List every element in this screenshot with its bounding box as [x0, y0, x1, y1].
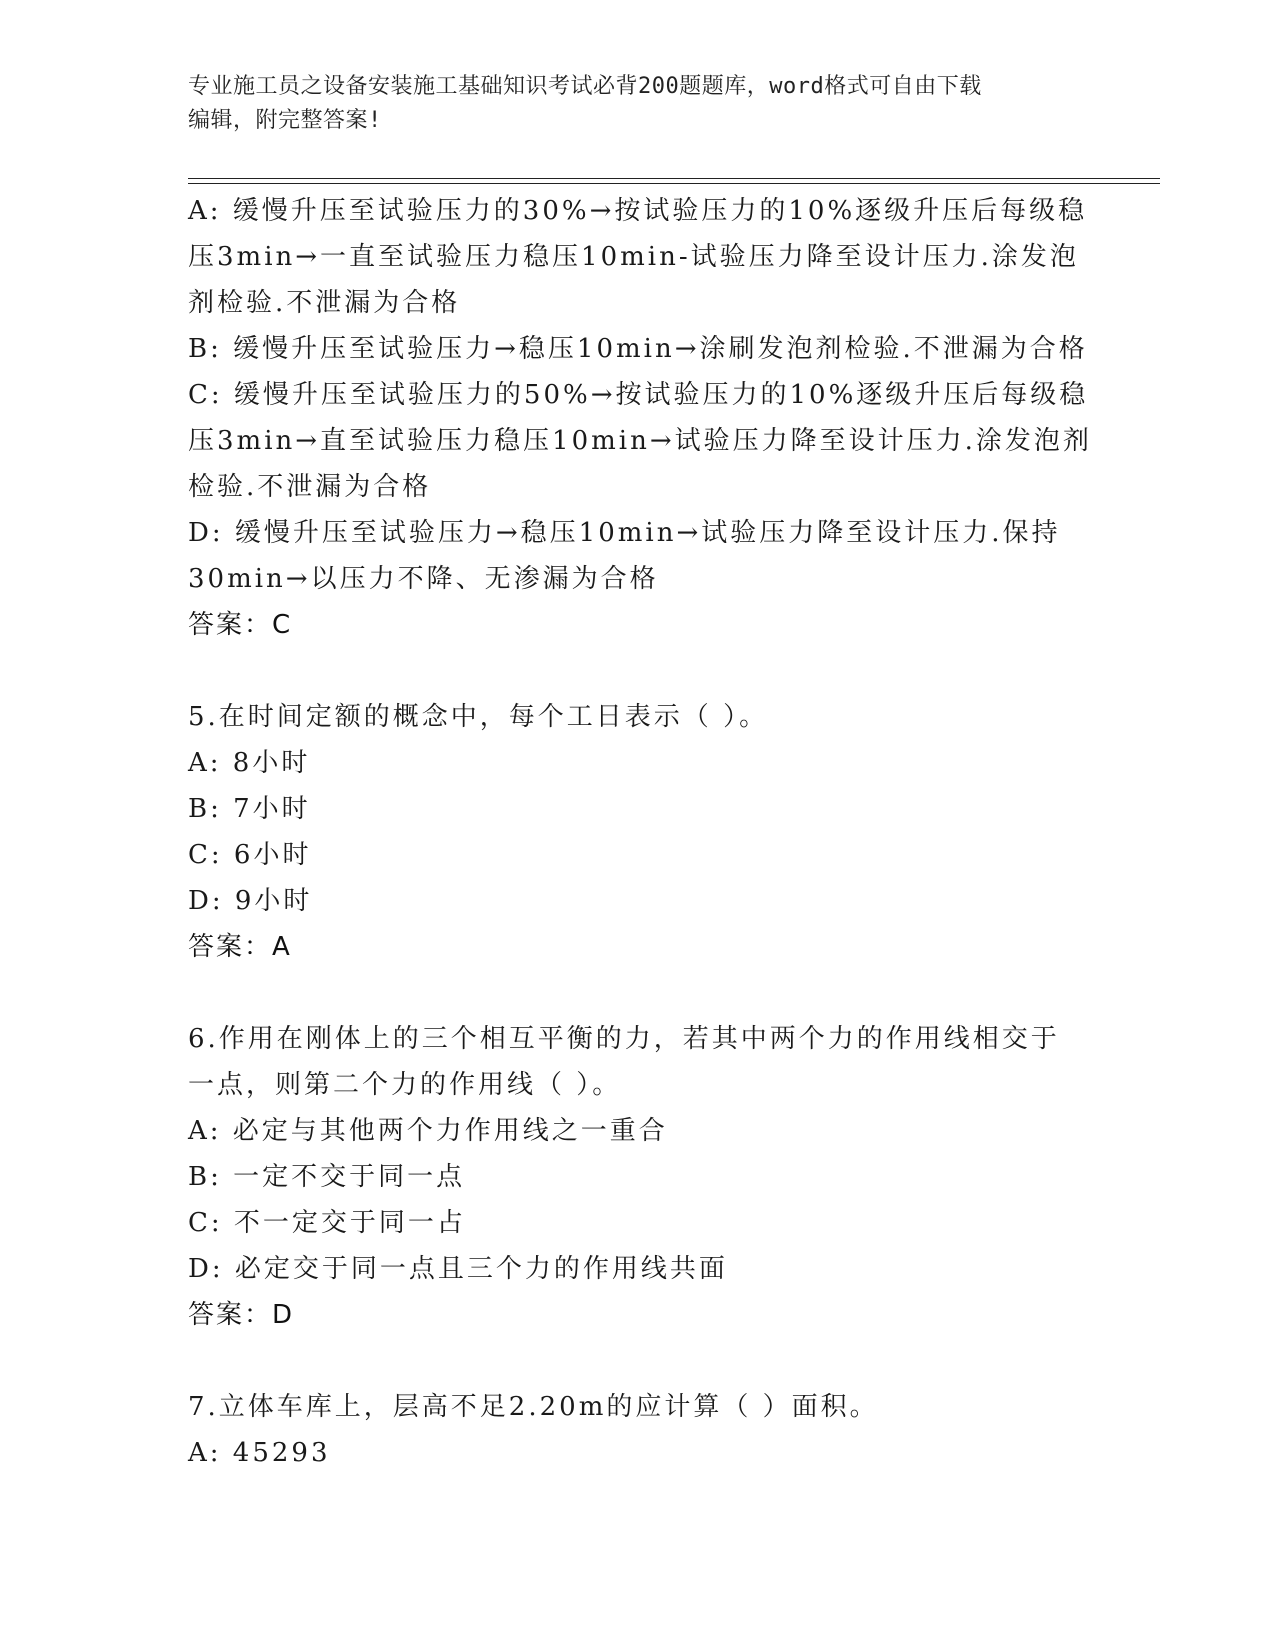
option-b-line: B: 一定不交于同一点 — [188, 1162, 466, 1192]
header-line-1: 专业施工员之设备安装施工基础知识考试必背200题题库，word格式可自由下载 — [188, 74, 982, 99]
option-c-line: C: 6小时 — [188, 840, 312, 870]
option-b-line: B: 7小时 — [188, 794, 311, 824]
document-header — [188, 70, 1088, 138]
answer-line: 答案：A — [188, 932, 292, 962]
spacer — [188, 970, 1088, 1016]
option-d-line: 30min→以压力不降、无渗漏为合格 — [188, 564, 659, 594]
option-c-line: C: 缓慢升压至试验压力的50%→按试验压力的10%逐级升压后每级稳 — [188, 380, 1089, 410]
spacer — [188, 1338, 1088, 1384]
option-a-line: A: 45293 — [188, 1438, 331, 1468]
option-a-line: A: 必定与其他两个力作用线之一重合 — [188, 1116, 668, 1146]
option-a-line: A: 缓慢升压至试验压力的30%→按试验压力的10%逐级升压后每级稳 — [188, 196, 1088, 226]
question-text: 6.作用在刚体上的三个相互平衡的力，若其中两个力的作用线相交于 — [188, 1024, 1060, 1054]
answer-line: 答案：D — [188, 1300, 295, 1330]
question-text: 5.在时间定额的概念中，每个工日表示（ ）。 — [188, 702, 769, 732]
question-5 — [188, 694, 1088, 970]
question-4 — [188, 188, 1092, 648]
question-text: 7.立体车库上，层高不足2.20m的应计算（ ）面积。 — [188, 1392, 879, 1422]
question-text: 一点，则第二个力的作用线（ ）。 — [188, 1070, 622, 1100]
question-6 — [188, 1016, 1088, 1338]
question-7 — [188, 1384, 1088, 1476]
option-c-line: 压3min→直至试验压力稳压10min→试验压力降至设计压力.涂发泡剂 — [188, 426, 1092, 456]
option-c-line: 检验.不泄漏为合格 — [188, 472, 432, 502]
option-b-line: B: 缓慢升压至试验压力→稳压10min→涂刷发泡剂检验.不泄漏为合格 — [188, 334, 1088, 364]
option-a-line: 剂检验.不泄漏为合格 — [188, 288, 461, 318]
header-line-2: 编辑，附完整答案! — [188, 108, 382, 133]
option-d-line: D: 9小时 — [188, 886, 313, 916]
option-c-line: C: 不一定交于同一占 — [188, 1208, 466, 1238]
answer-line: 答案：C — [188, 610, 293, 640]
question-list — [188, 188, 1092, 1476]
header-divider — [188, 178, 1160, 184]
option-d-line: D: 必定交于同一点且三个力的作用线共面 — [188, 1254, 728, 1284]
spacer — [188, 648, 1088, 694]
option-a-line: A: 8小时 — [188, 748, 311, 778]
option-d-line: D: 缓慢升压至试验压力→稳压10min→试验压力降至设计压力.保持 — [188, 518, 1061, 548]
option-a-line: 压3min→一直至试验压力稳压10min-试验压力降至设计压力.涂发泡 — [188, 242, 1079, 272]
